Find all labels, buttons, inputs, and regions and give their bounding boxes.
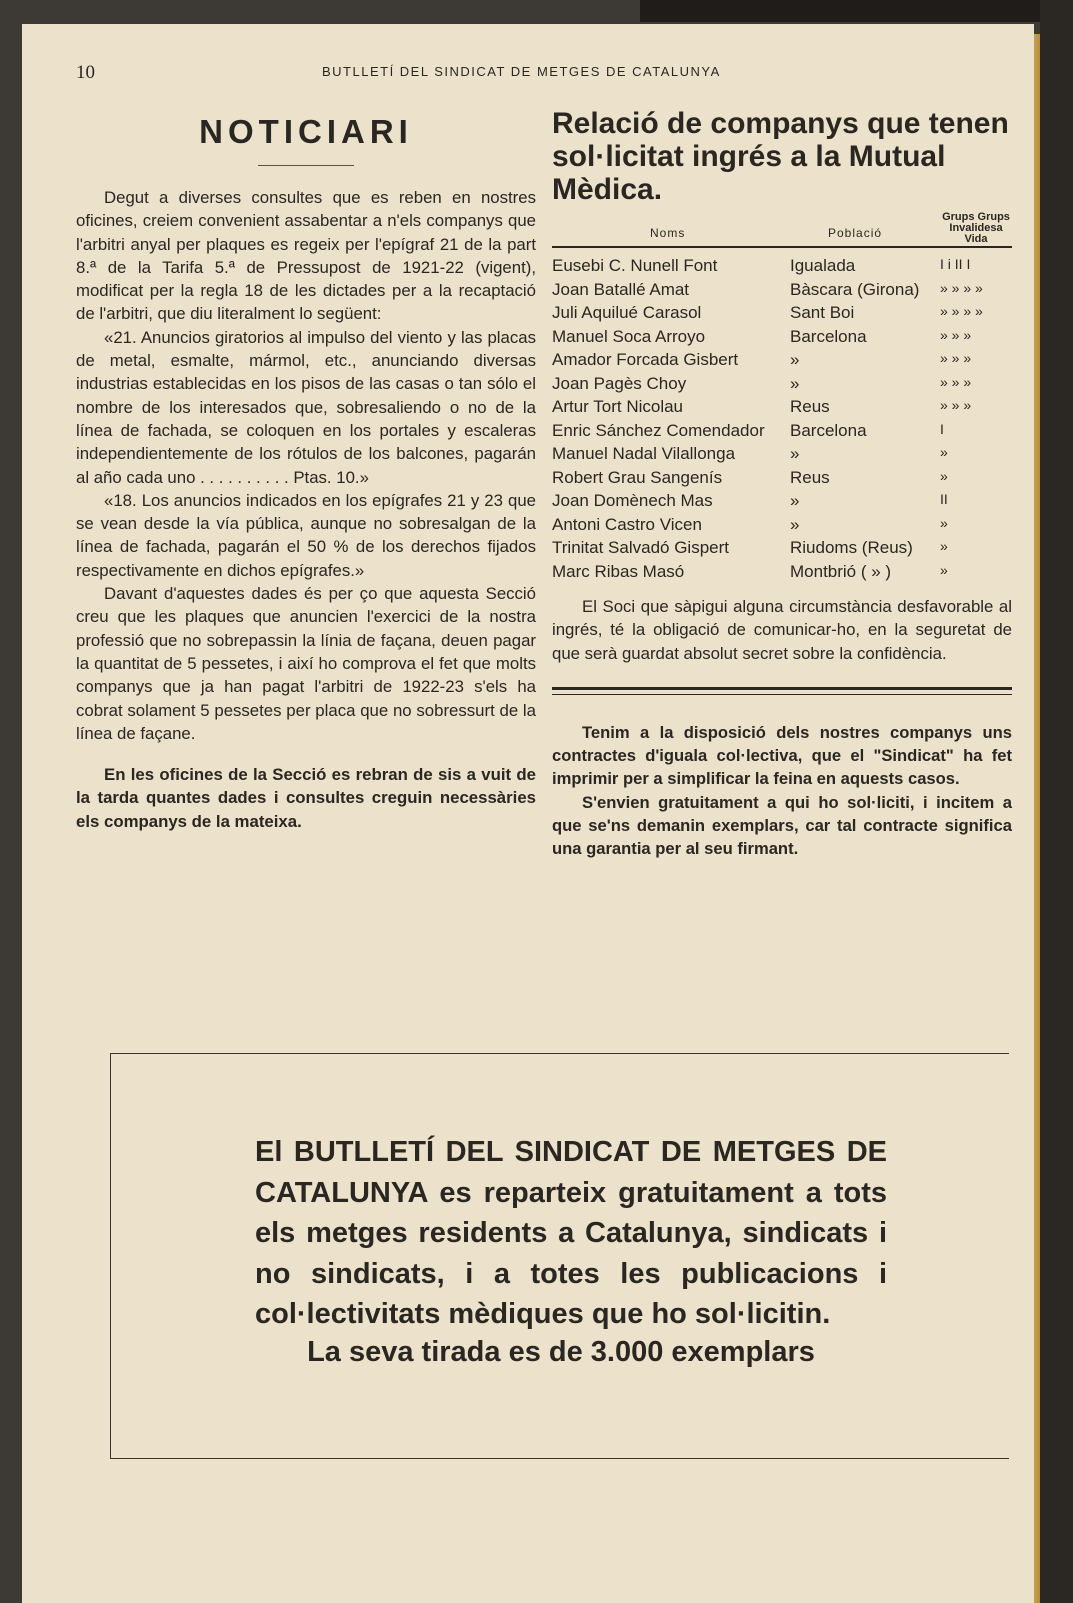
noticiari-paragraph: Davant d'aquestes dades és per ço que aquesta Secció creu que les plaques que anuncien l'exercici de la nostra professió que no sobrepassin la línia de façana, deuen pagar la quantitat de 5 pessetes, i així ho comprova el fet que molts companys que ja han pagat l'arbitri de 1922-23 s'els ha cobrat solament 5 pessetes per placa que no sobressurt de la línea de façane. (76, 584, 536, 743)
member-name: Juli Aquilué Carasol (552, 303, 702, 322)
top-dark-strip (640, 0, 1073, 22)
running-header: BUTLLETÍ DEL SINDICAT DE METGES DE CATALUNYA (322, 64, 721, 79)
member-groups: I (940, 420, 944, 437)
member-groups: » » » » (940, 279, 983, 296)
table-row (552, 374, 1012, 398)
member-groups: » » » (940, 326, 972, 343)
table-row (552, 256, 1012, 280)
member-name: Joan Pagès Choy (552, 373, 687, 393)
member-town: Bàscara (Girona) (790, 279, 920, 299)
column-header-noms: Noms (650, 226, 686, 240)
member-groups: » (940, 561, 948, 578)
table-header (552, 210, 1012, 246)
member-name: Robert Grau Sangenís (552, 467, 723, 487)
announcement-box (110, 1053, 1009, 1459)
column-header-poblacio: Població (828, 226, 883, 240)
table-row (552, 397, 1012, 421)
member-name: Antoni Castro Vicen (552, 514, 702, 534)
member-name: Manuel Nadal Vilallonga (552, 444, 736, 463)
member-groups: » » » (940, 373, 972, 390)
table-row (552, 515, 1012, 539)
member-name: Manuel Soca Arroyo (552, 326, 706, 346)
noticiari-paragraph: Degut a diverses consultes que es reben en nostres oficines, creiem convenient assabentar a n'els companys que l'arbitri anyal per plaques es regeix per l'epígraf 21 de la part 8.ª de la Tarifa 5.ª de Pressupost de 1921-22 (vigent), modificat per la regla 18 de les dictades per a la recaptació de l'arbitri, que diu literalment lo següent: (76, 188, 536, 324)
member-town: Sant Boi (790, 303, 855, 322)
table-rule (552, 246, 1012, 248)
table-row (552, 562, 1012, 586)
member-name: Trinitat Salvadó Gispert (552, 538, 729, 557)
member-groups: II (940, 491, 948, 507)
table-row (552, 327, 1012, 351)
member-town: » (790, 491, 800, 510)
member-name: Enric Sánchez Comendador (552, 420, 765, 440)
member-name: Joan Domènech Mas (552, 491, 713, 510)
member-town: Riudoms (Reus) (790, 538, 913, 557)
member-town: » (790, 350, 800, 369)
member-name: Marc Ribas Masó (552, 561, 685, 581)
title-divider (258, 165, 354, 166)
member-name: Amador Forcada Gisbert (552, 350, 739, 369)
office-hours-note: En les oficines de la Secció es rebran de sis a vuit de la tarda quantes dades i consultes creguin necessàries els companys de la mateixa. (76, 765, 536, 831)
members-table (552, 256, 1012, 585)
member-groups: I i II I (940, 256, 971, 272)
relacio-note: El Soci que sàpigui alguna circumstància desfavorable al ingrés, té la obligació de comunicar-ho, en la seguretat de que serà guardat absolut secret sobre la confidència. (552, 597, 1012, 663)
announcement-text: El BUTLLETÍ DEL SINDICAT DE METGES DE CATALUNYA es reparteix gratuitament a tots els metges residents a Catalunya, sindicats i no sindicats, i a totes les publicacions i col·lectivitats mèdiques que ho sol·licitin. (255, 1136, 887, 1330)
table-row (552, 303, 1012, 327)
table-row (552, 280, 1012, 304)
noticiari-paragraph: «18. Los anuncios indicados en los epígrafes 21 y 23 que se vean desde la vía pública, aunque no sobresalgan de la línea de fachada, pagarán el 50 % de los derechos fijados respectivamente en dichos epígrafes.» (76, 490, 536, 580)
table-row (552, 350, 1012, 374)
member-town: Igualada (790, 256, 856, 275)
table-row (552, 538, 1012, 562)
member-town: » (790, 373, 800, 393)
grups-header-line2: Invalidesa Vida (949, 222, 1003, 245)
noticiari-column (76, 105, 536, 833)
member-name: Eusebi C. Nunell Font (552, 256, 718, 275)
table-row (552, 491, 1012, 515)
member-town: Barcelona (790, 326, 867, 346)
table-row (552, 421, 1012, 445)
member-groups: » (940, 444, 948, 460)
member-groups: » (940, 514, 948, 531)
announcement-print-run: La seva tirada es de 3.000 exemplars (307, 1336, 815, 1368)
member-town: Montbrió ( » ) (790, 561, 892, 581)
contractes-paragraph: S'envien gratuitament a qui ho sol·liciti, i incitem a que se'ns demanin exemplars, car tal contracte significa una garantia per al seu firmant. (552, 792, 1012, 859)
table-row (552, 444, 1012, 468)
member-groups: » (940, 538, 948, 554)
table-row (552, 468, 1012, 492)
member-town: » (790, 514, 800, 534)
member-town: Barcelona (790, 420, 867, 440)
grups-header-line1: Grups Grups (942, 211, 1010, 223)
member-name: Joan Batallé Amat (552, 279, 690, 299)
relacio-column (552, 105, 1012, 861)
member-town: Reus (790, 397, 830, 416)
contractes-paragraph: Tenim a la disposició dels nostres companys uns contractes d'iguala col·lectiva, que el "Sindicat" ha fet imprimir per a simplificar la feina en aquests casos. (552, 722, 1012, 789)
binding-edge (1040, 0, 1073, 1603)
member-groups: » » » (940, 397, 972, 413)
member-town: Reus (790, 467, 830, 487)
noticiari-paragraph: «21. Anuncios giratorios al impulso del viento y las placas de metal, esmalte, mármol, etc., anunciando diversas industrias establecidas en los pisos de las casas o tan sólo el nombre de los interesados que, sobresaliendo o no de la línea de fachada, se coloquen en los portales y escaleras independientemente de los rótulos de los balcones, pagarán al año cada uno . . . . . . . . . . Ptas. 10.» (76, 327, 536, 487)
member-groups: » (940, 467, 948, 484)
noticiari-title: NOTICIARI (199, 113, 413, 150)
member-groups: » » » (940, 350, 972, 366)
member-name: Artur Tort Nicolau (552, 397, 684, 416)
member-groups: » » » » (940, 303, 983, 319)
column-header-grups (940, 212, 1012, 245)
page-number: 10 (76, 62, 95, 83)
double-rule (552, 687, 1012, 695)
member-town: » (790, 444, 800, 463)
relacio-title: Relació de companys que tenen sol·licitat ingrés a la Mutual Mèdica. (552, 107, 1009, 206)
